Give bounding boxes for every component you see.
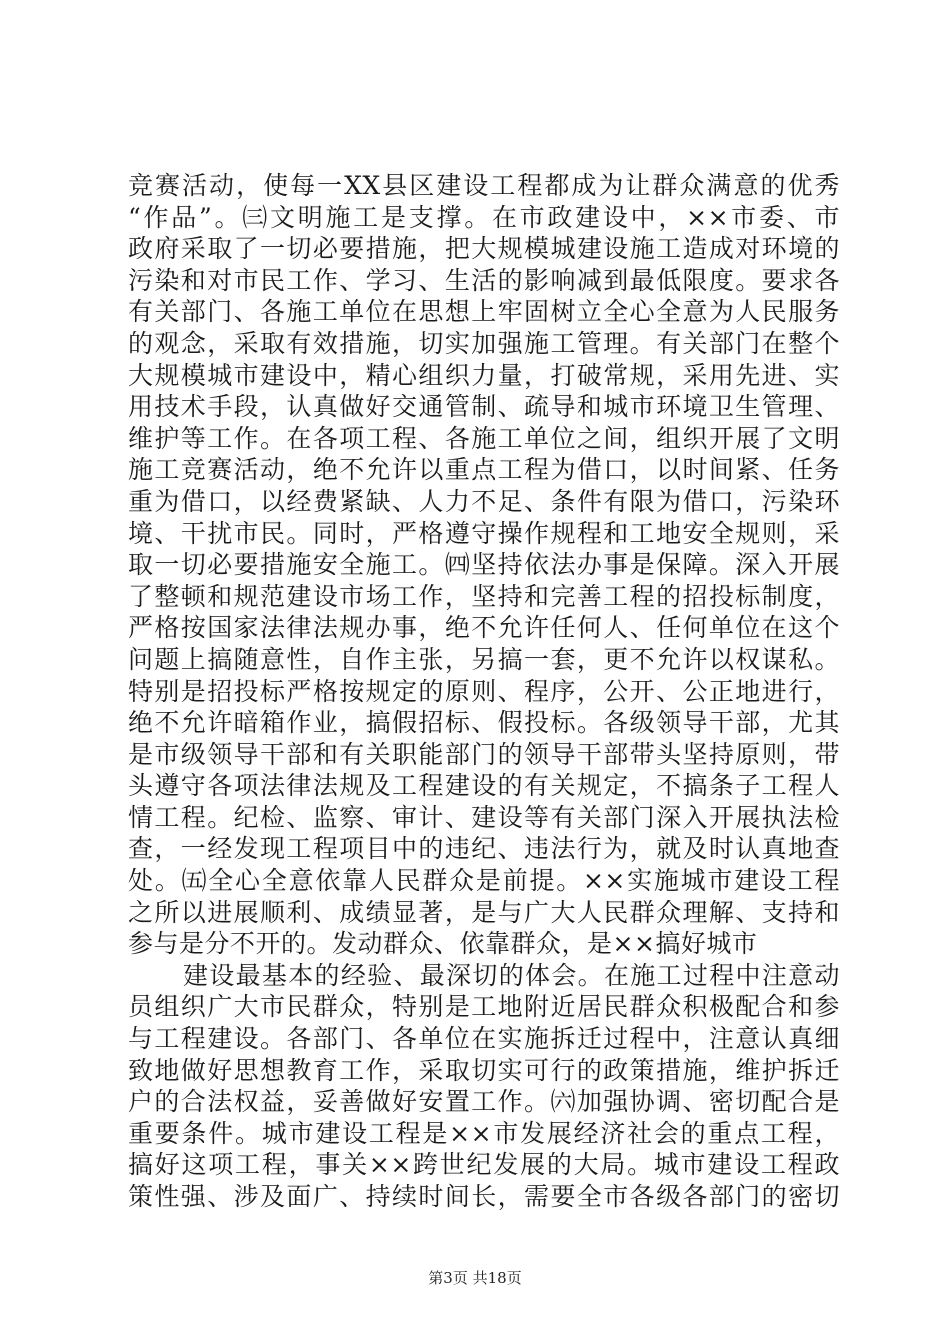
text-line: 政府采取了一切必要措施，把大规模城建设施工造成对环境的 [128, 234, 840, 264]
text-line: 境、干扰市民。同时，严格遵守操作规程和工地安全规则，采 [128, 518, 840, 548]
text-line: 维护等工作。在各项工程、各施工单位之间，组织开展了文明 [128, 423, 840, 453]
text-line: 竞赛活动，使每一XX县区建设工程都成为让群众满意的优秀 [128, 171, 840, 200]
text-line: 查，一经发现工程项目中的违纪、违法行为，就及时认真地查 [128, 834, 840, 864]
page-number-label: 第3页 共18页 [428, 1269, 522, 1287]
text-line: 重要条件。城市建设工程是××市发展经济社会的重点工程， [128, 1118, 840, 1148]
text-line: “作品”。㈢文明施工是支撑。在市政建设中，××市委、市 [128, 202, 840, 232]
text-line: 处。㈤全心全意依靠人民群众是前提。××实施城市建设工程 [128, 866, 840, 896]
text-line: 情工程。纪检、监察、审计、建设等有关部门深入开展执法检 [128, 802, 840, 832]
text-line: 用技术手段，认真做好交通管制、疏导和城市环境卫生管理、 [128, 392, 840, 422]
text-line: 了整顿和规范建设市场工作，坚持和完善工程的招投标制度， [128, 581, 840, 611]
text-line: 搞好这项工程，事关××跨世纪发展的大局。城市建设工程政 [128, 1150, 840, 1180]
text-line: 取一切必要措施安全施工。㈣坚持依法办事是保障。深入开展 [128, 550, 840, 580]
text-line: 重为借口，以经费紧缺、人力不足、条件有限为借口，污染环 [128, 486, 840, 516]
text-line: 施工竞赛活动，绝不允许以重点工程为借口，以时间紧、任务 [128, 455, 840, 485]
text-line: 的观念，采取有效措施，切实加强施工管理。有关部门在整个 [128, 328, 840, 358]
body-text [128, 170, 840, 1213]
text-line: 户的合法权益，妥善做好安置工作。㈥加强协调、密切配合是 [128, 1087, 840, 1117]
text-line: 策性强、涉及面广、持续时间长，需要全市各级各部门的密切 [128, 1182, 840, 1211]
page-footer [0, 1268, 950, 1288]
paragraph-start-line: 建设最基本的经验、最深切的体会。在施工过程中注意动 [183, 960, 840, 990]
text-line: 问题上搞随意性，自作主张，另搞一套，更不允许以权谋私。 [128, 644, 840, 674]
text-line: 与工程建设。各部门、各单位在实施拆迁过程中，注意认真细 [128, 1024, 840, 1054]
text-line: 有关部门、各施工单位在思想上牢固树立全心全意为人民服务 [128, 297, 840, 327]
text-line: 之所以进展顺利、成绩显著，是与广大人民群众理解、支持和 [128, 897, 840, 927]
text-line: 特别是招投标严格按规定的原则、程序，公开、公正地进行， [128, 676, 840, 706]
text-line: 大规模城市建设中，精心组织力量，打破常规，采用先进、实 [128, 360, 840, 390]
text-line: 严格按国家法律法规办事，绝不允许任何人、任何单位在这个 [128, 613, 840, 643]
text-line: 员组织广大市民群众，特别是工地附近居民群众积极配合和参 [128, 992, 840, 1022]
text-line: 头遵守各项法律法规及工程建设的有关规定，不搞条子工程人 [128, 771, 840, 801]
text-line: 是市级领导干部和有关职能部门的领导干部带头坚持原则，带 [128, 739, 840, 769]
text-line: 参与是分不开的。发动群众、依靠群众，是××搞好城市 [128, 929, 758, 959]
text-line: 绝不允许暗箱作业，搞假招标、假投标。各级领导干部，尤其 [128, 708, 840, 738]
text-line: 致地做好思想教育工作，采取切实可行的政策措施，维护拆迁 [128, 1055, 840, 1085]
text-line: 污染和对市民工作、学习、生活的影响减到最低限度。要求各 [128, 265, 840, 295]
